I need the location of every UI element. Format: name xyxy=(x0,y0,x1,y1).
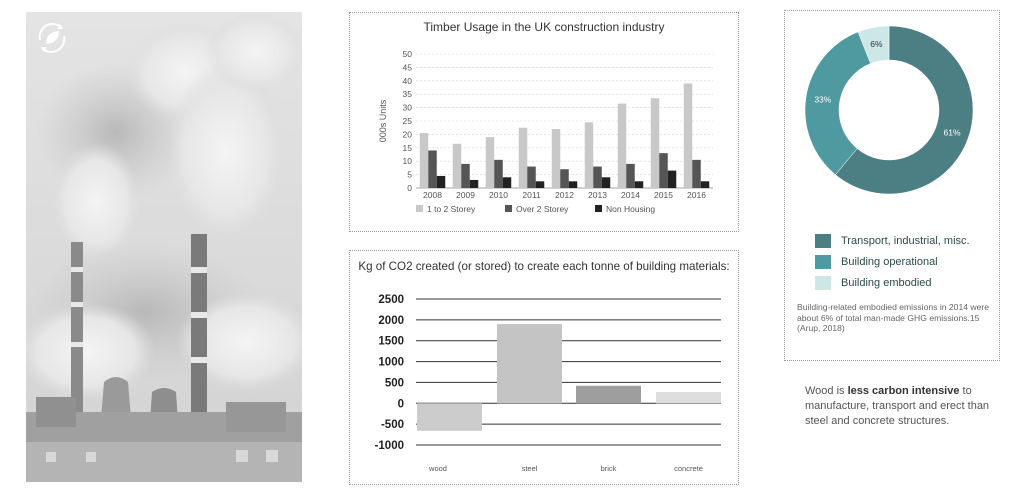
timber-usage-chart-panel xyxy=(349,12,739,232)
bar xyxy=(503,177,512,188)
legend-label: Building operational xyxy=(841,256,938,268)
y-tick-label: 1000 xyxy=(378,356,404,369)
y-tick-label: 0 xyxy=(397,398,404,411)
legend-label: Over 2 Storey xyxy=(516,204,569,214)
legend-label: 1 to 2 Storey xyxy=(427,204,476,214)
x-tick-label: 2015 xyxy=(654,190,673,200)
legend-item xyxy=(815,231,970,251)
bar xyxy=(651,98,660,188)
x-tick-label: 2014 xyxy=(621,190,640,200)
bar xyxy=(692,160,701,188)
bar xyxy=(659,153,668,188)
donut-legend xyxy=(815,231,970,294)
bar xyxy=(668,171,677,188)
bar xyxy=(560,169,569,188)
bar xyxy=(593,167,602,188)
bar xyxy=(684,83,693,188)
bar xyxy=(428,150,437,188)
bar xyxy=(519,128,528,188)
slice-value-label: 6% xyxy=(870,39,883,50)
x-tick-label: 2009 xyxy=(456,190,475,200)
chart-title: Kg of CO2 created (or stored) to create each tonne of building materials: xyxy=(358,260,730,273)
co2-materials-chart-panel xyxy=(349,250,739,485)
y-tick-label: 10 xyxy=(402,156,412,167)
y-tick-label: 40 xyxy=(402,75,412,86)
bar xyxy=(635,181,644,188)
bar xyxy=(497,324,562,403)
bar xyxy=(437,176,446,188)
x-tick-label: concrete xyxy=(674,464,703,473)
bar xyxy=(552,129,561,188)
bar xyxy=(618,104,627,188)
slice-value-label: 61% xyxy=(943,127,961,138)
donut-footnote: Building-related embodied emissions in 2014 were about 6% of total man-made GHG emissions.15 (Arup, 2018) xyxy=(797,302,990,333)
y-axis-label: 000s Units xyxy=(378,99,388,143)
x-tick-label: steel xyxy=(521,464,538,473)
emissions-donut-chart xyxy=(785,11,999,221)
y-tick-label: 5 xyxy=(407,169,412,180)
co2-materials-chart xyxy=(350,251,738,484)
y-tick-label: -500 xyxy=(380,419,404,432)
bar xyxy=(494,160,503,188)
legend-swatch xyxy=(416,205,423,212)
legend-swatch xyxy=(815,255,831,269)
y-tick-label: 1500 xyxy=(378,335,404,348)
x-tick-label: 2013 xyxy=(588,190,607,200)
y-tick-label: 15 xyxy=(402,142,412,153)
summary-text xyxy=(805,384,995,429)
legend-item xyxy=(815,252,970,272)
bar xyxy=(461,164,470,188)
bar xyxy=(486,137,495,188)
bar xyxy=(602,177,611,188)
y-tick-label: 2500 xyxy=(378,294,404,306)
bar xyxy=(527,167,536,188)
legend-swatch xyxy=(505,205,512,212)
summary-prefix: Wood is xyxy=(805,385,848,397)
y-tick-label: 20 xyxy=(402,129,412,140)
bar xyxy=(453,144,462,188)
bar xyxy=(576,386,641,404)
chart-title: Timber Usage in the UK construction industry xyxy=(423,20,665,34)
y-tick-label: 2000 xyxy=(378,314,404,327)
y-tick-label: 35 xyxy=(402,89,412,100)
y-tick-label: 30 xyxy=(402,102,412,113)
legend-label: Building embodied xyxy=(841,277,932,289)
x-tick-label: brick xyxy=(600,464,617,473)
bar xyxy=(701,181,710,188)
summary-bold: less carbon intensive xyxy=(847,385,960,397)
bar xyxy=(656,392,721,403)
bar xyxy=(420,133,429,188)
bar xyxy=(536,181,545,188)
bar xyxy=(417,403,482,431)
bar xyxy=(569,181,578,188)
x-tick-label: 2010 xyxy=(489,190,508,200)
bar xyxy=(626,164,635,188)
y-tick-label: 500 xyxy=(384,377,404,390)
x-tick-label: 2008 xyxy=(423,190,442,200)
y-tick-label: 0 xyxy=(407,183,412,193)
timber-usage-chart xyxy=(350,13,738,231)
x-tick-label: 2012 xyxy=(555,190,574,200)
leaf-recycle-icon xyxy=(32,18,72,58)
y-tick-label: 45 xyxy=(402,62,412,73)
summary-suffix: to manufacture, transport and erect than steel and concrete structures. xyxy=(805,385,990,427)
x-tick-label: wood xyxy=(429,464,447,473)
slice-value-label: 33% xyxy=(814,94,832,105)
bar xyxy=(470,180,479,188)
legend-swatch xyxy=(595,205,602,212)
y-tick-label: 50 xyxy=(402,49,412,59)
power-plant-photo xyxy=(26,12,302,482)
x-tick-label: 2011 xyxy=(522,190,541,200)
x-tick-label: 2016 xyxy=(687,190,706,200)
bar xyxy=(585,122,594,188)
legend-label: Transport, industrial, misc. xyxy=(841,235,970,247)
y-tick-label: -1000 xyxy=(374,440,404,452)
y-tick-label: 25 xyxy=(402,116,412,126)
legend-swatch xyxy=(815,276,831,290)
legend-label: Non Housing xyxy=(606,204,656,214)
emissions-donut-panel xyxy=(784,10,1000,361)
legend-swatch xyxy=(815,234,831,248)
legend-item xyxy=(815,273,970,293)
